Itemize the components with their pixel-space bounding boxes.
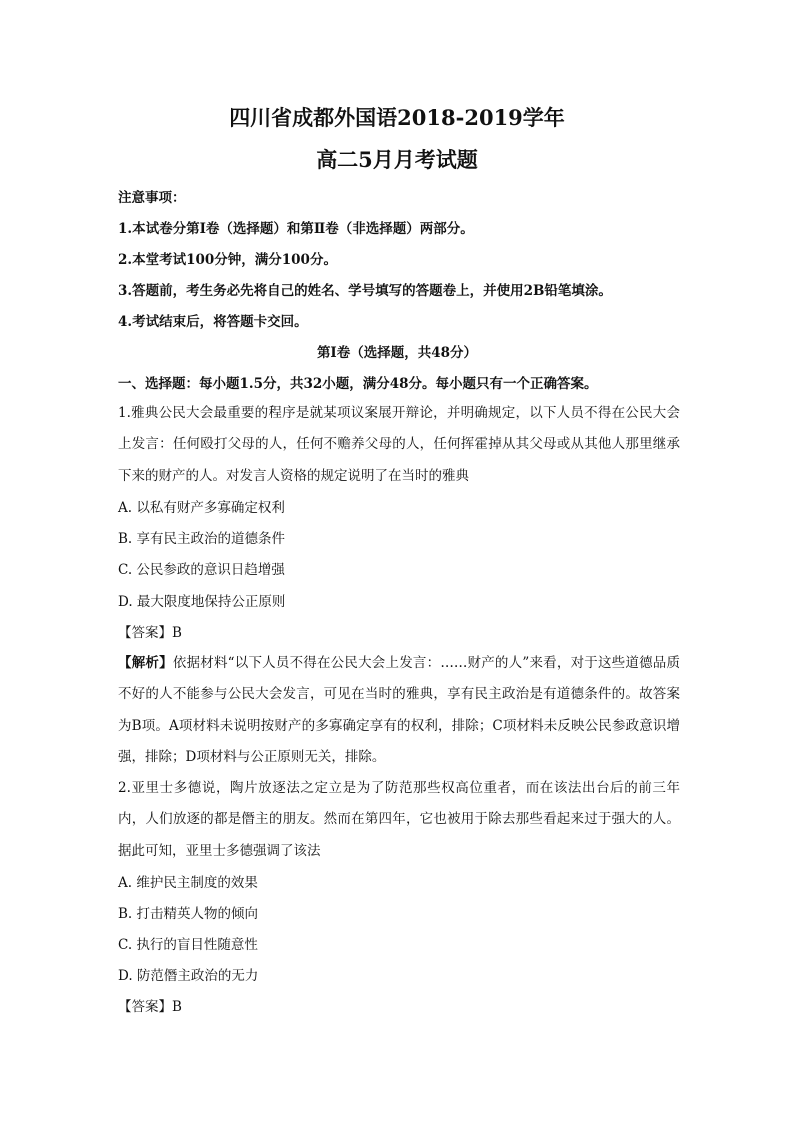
notice-item-4: 4.考试结束后，将答题卡交回。: [118, 314, 308, 330]
question-2-option-a: A. 维护民主制度的效果: [118, 875, 258, 891]
analysis-text: 依据材料“以下人员不得在公民大会上发言：……财产的人”来看，对于这些道德品质不好的人不能参与公民大会发言，可见在当时的雅典，享有民主政治是有道德条件的。故答案为B项。A项材料未说明按财产的多寡确定享有的权利，排除；C项材料未反映公民参政意识增强，排除；D项材料与公正原则无关，排除。: [118, 655, 680, 765]
question-2-option-d: D. 防范僭主政治的无力: [118, 968, 259, 984]
document-title-line1: 四川省成都外国语2018-2019学年: [229, 105, 565, 130]
question-1-option-b: B. 享有民主政治的道德条件: [118, 531, 286, 547]
notice-item-3: 3.答题前，考生务必先将自己的姓名、学号填写的答题卷上，并使用2B铅笔填涂。: [118, 283, 612, 299]
question-2-option-c: C. 执行的盲目性随意性: [118, 937, 258, 953]
question-1-analysis: [118, 648, 680, 773]
notice-item-1: 1.本试卷分第Ⅰ卷（选择题）和第Ⅱ卷（非选择题）两部分。: [118, 221, 474, 237]
question-2-answer: 【答案】B: [118, 999, 182, 1015]
question-2-option-b: B. 打击精英人物的倾向: [118, 906, 259, 922]
question-2-stem: 2.亚里士多德说，陶片放逐法之定立是为了防范那些权高位重者，而在该法出台后的前三年内，人们放逐的都是僭主的朋友。然而在第四年，它也被用于除去那些看起来过于强大的人。据此可知，亚里士多德强调了该法: [118, 780, 680, 859]
question-1-option-d: D. 最大限度地保持公正原则: [118, 594, 286, 610]
section-instruction: 一、选择题：每小题1.5分，共32小题，满分48分。每小题只有一个正确答案。: [118, 376, 598, 392]
question-1-option-a: A. 以私有财产多寡确定权利: [118, 500, 285, 516]
question-1-answer: 【答案】B: [118, 625, 182, 641]
section-title: 第Ⅰ卷（选择题，共48分）: [316, 345, 478, 361]
document-title-line2: 高二5月月考试题: [316, 147, 478, 172]
question-1-stem: 1.雅典公民大会最重要的程序是就某项议案展开辩论，并明确规定，以下人员不得在公民大会上发言：任何殴打父母的人，任何不赡养父母的人，任何挥霍掉从其父母或从其他人那里继承下来的财产的人。对发言人资格的规定说明了在当时的雅典: [118, 405, 680, 484]
question-1-option-c: C. 公民参政的意识日趋增强: [118, 562, 285, 578]
notice-heading: 注意事项：: [118, 190, 186, 206]
analysis-label: 【解析】: [118, 655, 173, 671]
notice-item-2: 2.本堂考试100分钟，满分100分。: [118, 252, 337, 268]
